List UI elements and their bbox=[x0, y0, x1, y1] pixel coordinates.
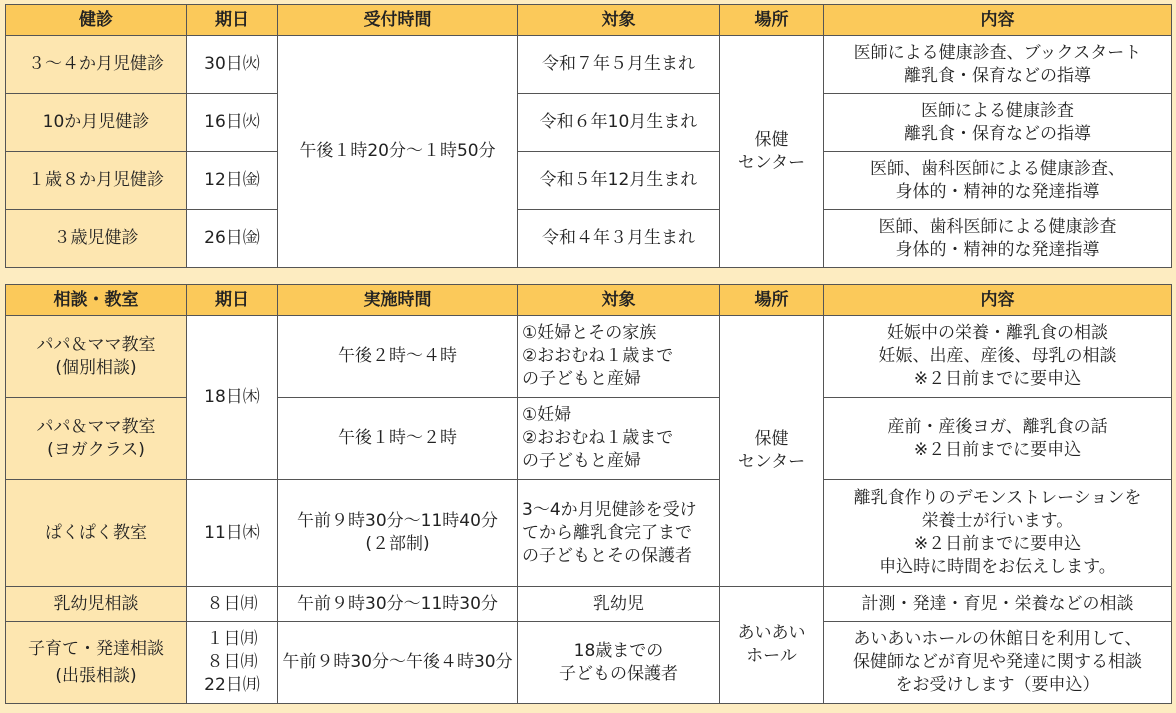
consult-content: 妊娠中の栄養・離乳食の相談 妊娠、出産、産後、母乳の相談 ※２日前までに要申込 bbox=[824, 316, 1172, 398]
header-place: 場所 bbox=[720, 285, 824, 316]
consult-name: 乳幼児相談 bbox=[6, 587, 187, 622]
checkup-content: 医師、歯科医師による健康診査 身体的・精神的な発達指導 bbox=[824, 210, 1172, 268]
checkup-date: 26日㈮ bbox=[187, 210, 278, 268]
header-date: 期日 bbox=[187, 5, 278, 36]
consult-place-aiai: あいあい ホール bbox=[720, 587, 824, 704]
consult-content: 離乳食作りのデモンストレーションを 栄養士が行います。 ※２日前までに要申込 申込時に時間をお伝えします。 bbox=[824, 480, 1172, 587]
checkup-time: 午後１時20分～１時50分 bbox=[278, 36, 518, 268]
header-target: 対象 bbox=[518, 5, 720, 36]
table-row bbox=[6, 480, 1172, 587]
consult-time: 午後２時～４時 bbox=[278, 316, 518, 398]
checkup-target: 令和７年５月生まれ bbox=[518, 36, 720, 94]
header-consultation: 相談・教室 bbox=[6, 285, 187, 316]
checkup-name: ３歳児健診 bbox=[6, 210, 187, 268]
table-row bbox=[6, 398, 1172, 480]
consultation-table bbox=[5, 284, 1172, 704]
checkup-place: 保健 センター bbox=[720, 36, 824, 268]
table-row bbox=[6, 316, 1172, 398]
checkup-table bbox=[5, 4, 1172, 268]
consult-target: 3～4か月児健診を受け てから離乳食完了まで の子どもとその保護者 bbox=[518, 480, 720, 587]
consult-target: ①妊婦とその家族 ②おおむね１歳まで の子どもと産婦 bbox=[518, 316, 720, 398]
consult-date: 11日㈭ bbox=[187, 480, 278, 587]
consult-name: ぱくぱく教室 bbox=[6, 480, 187, 587]
consult-target: ①妊婦 ②おおむね１歳まで の子どもと産婦 bbox=[518, 398, 720, 480]
consult-content: あいあいホールの休館日を利用して、 保健師などが育児や発達に関する相談 をお受けします（要申込） bbox=[824, 622, 1172, 704]
consult-place-hoken: 保健 センター bbox=[720, 316, 824, 587]
consult-name: 子育て・発達相談 (出張相談) bbox=[6, 622, 187, 704]
checkup-date: 12日㈮ bbox=[187, 152, 278, 210]
header-place: 場所 bbox=[720, 5, 824, 36]
header-content: 内容 bbox=[824, 5, 1172, 36]
checkup-date: 16日㈫ bbox=[187, 94, 278, 152]
table-row bbox=[6, 94, 1172, 152]
checkup-name: ３～４か月児健診 bbox=[6, 36, 187, 94]
checkup-target: 令和６年10月生まれ bbox=[518, 94, 720, 152]
header-time: 実施時間 bbox=[278, 285, 518, 316]
table-row bbox=[6, 622, 1172, 704]
consult-content: 産前・産後ヨガ、離乳食の話 ※２日前までに要申込 bbox=[824, 398, 1172, 480]
checkup-header-row bbox=[6, 5, 1172, 36]
header-target: 対象 bbox=[518, 285, 720, 316]
consult-name: パパ＆ママ教室 (個別相談) bbox=[6, 316, 187, 398]
consult-date: １日㈪ ８日㈪ 22日㈪ bbox=[187, 622, 278, 704]
consult-content: 計測・発達・育児・栄養などの相談 bbox=[824, 587, 1172, 622]
checkup-content: 医師、歯科医師による健康診査、 身体的・精神的な発達指導 bbox=[824, 152, 1172, 210]
table-row bbox=[6, 152, 1172, 210]
checkup-target: 令和５年12月生まれ bbox=[518, 152, 720, 210]
table-row bbox=[6, 587, 1172, 622]
header-content: 内容 bbox=[824, 285, 1172, 316]
consult-date: 18日㈭ bbox=[187, 316, 278, 480]
consult-target: 乳幼児 bbox=[518, 587, 720, 622]
checkup-target: 令和４年３月生まれ bbox=[518, 210, 720, 268]
checkup-name: １歳８か月児健診 bbox=[6, 152, 187, 210]
consult-time: 午後１時～２時 bbox=[278, 398, 518, 480]
consultation-header-row bbox=[6, 285, 1172, 316]
checkup-date: 30日㈫ bbox=[187, 36, 278, 94]
consult-time: 午前９時30分～11時40分 (２部制) bbox=[278, 480, 518, 587]
consult-date: ８日㈪ bbox=[187, 587, 278, 622]
consult-time: 午前９時30分～午後４時30分 bbox=[278, 622, 518, 704]
header-date: 期日 bbox=[187, 285, 278, 316]
header-checkup: 健診 bbox=[6, 5, 187, 36]
consult-target: 18歳までの 子どもの保護者 bbox=[518, 622, 720, 704]
checkup-name: 10か月児健診 bbox=[6, 94, 187, 152]
header-time: 受付時間 bbox=[278, 5, 518, 36]
consult-time: 午前９時30分～11時30分 bbox=[278, 587, 518, 622]
table-row bbox=[6, 210, 1172, 268]
table-row bbox=[6, 36, 1172, 94]
consult-name: パパ＆ママ教室 (ヨガクラス) bbox=[6, 398, 187, 480]
checkup-content: 医師による健康診査 離乳食・保育などの指導 bbox=[824, 94, 1172, 152]
checkup-content: 医師による健康診査、ブックスタート 離乳食・保育などの指導 bbox=[824, 36, 1172, 94]
